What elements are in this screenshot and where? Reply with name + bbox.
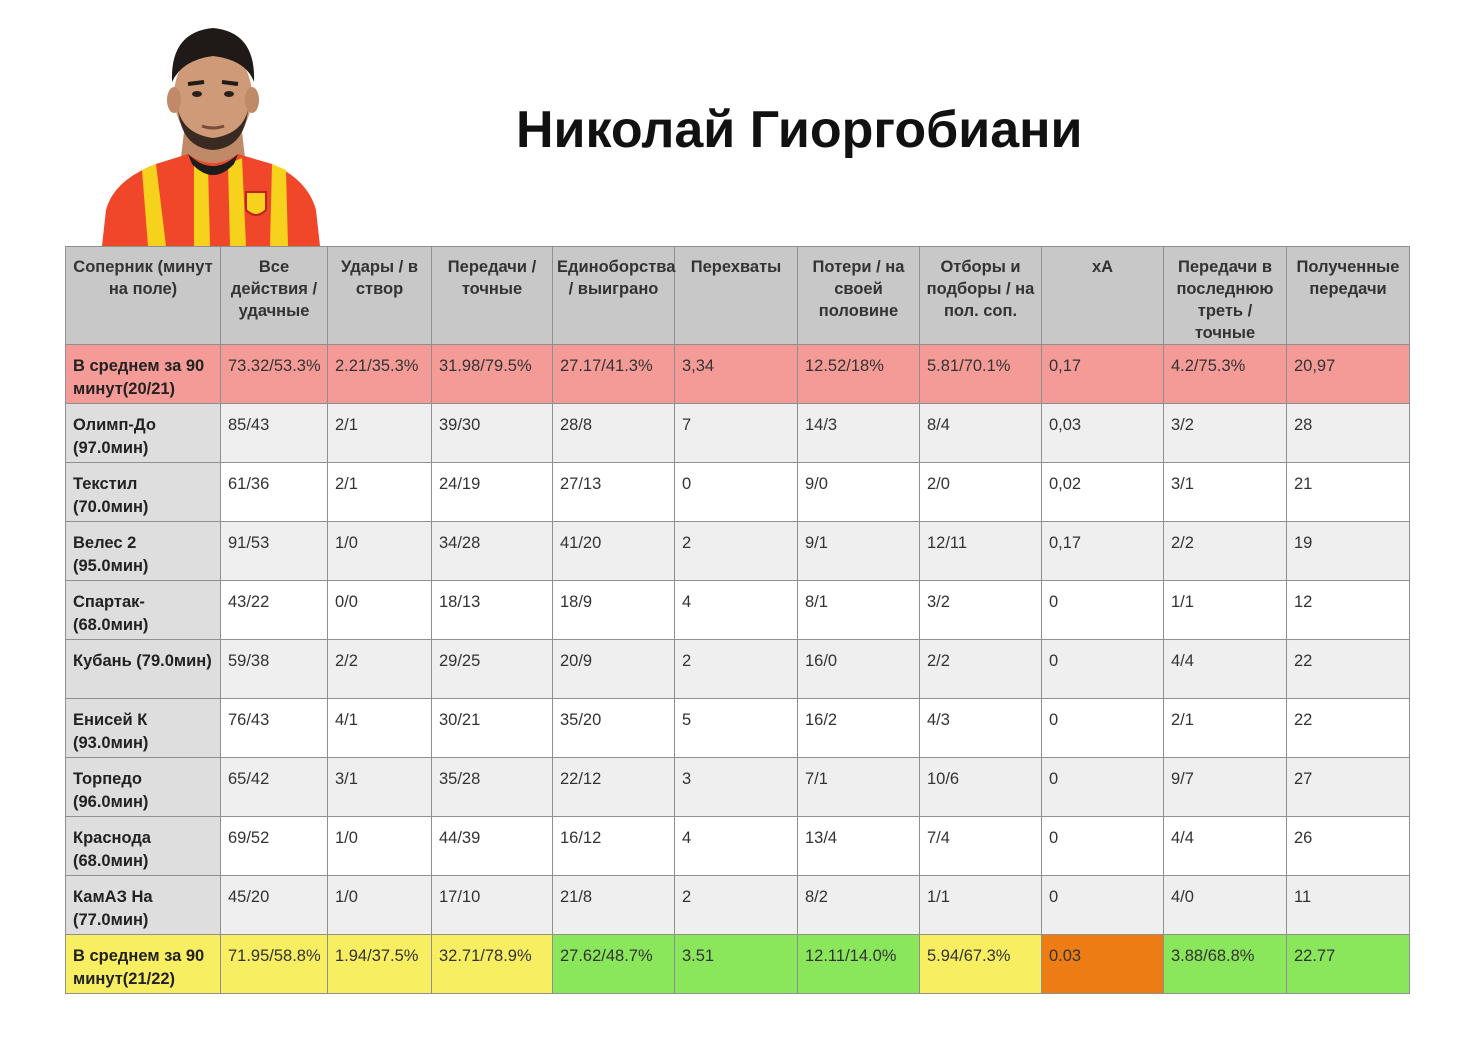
stat-cell: 7/1 [798,758,920,817]
stat-cell: 5.94/67.3% [920,935,1042,994]
header-row [66,247,1410,345]
stat-cell: 13/4 [798,817,920,876]
stat-cell: 0,17 [1042,345,1164,404]
stat-cell: 1/0 [328,817,432,876]
stat-cell: 28 [1287,404,1410,463]
column-header: Передачи в последнюю треть / точные [1164,247,1287,345]
average-row-2122 [66,935,1410,994]
average-row-2021 [66,345,1410,404]
stat-cell: 4 [675,817,798,876]
stat-cell: 4/0 [1164,876,1287,935]
stat-cell: 4/4 [1164,640,1287,699]
stat-cell: 27.62/48.7% [553,935,675,994]
stat-cell: 0,17 [1042,522,1164,581]
column-header: Соперник (минут на поле) [66,247,221,345]
column-header: Перехваты [675,247,798,345]
stat-cell: 71.95/58.8% [221,935,328,994]
match-row [66,404,1410,463]
stat-cell: 9/0 [798,463,920,522]
stat-cell: 2/2 [328,640,432,699]
match-row [66,817,1410,876]
stats-table [65,246,1410,994]
stat-cell: 2/2 [1164,522,1287,581]
stat-cell: 21 [1287,463,1410,522]
stat-cell: 20,97 [1287,345,1410,404]
match-row [66,758,1410,817]
stat-cell: 3/1 [1164,463,1287,522]
match-row [66,522,1410,581]
stat-cell: 12 [1287,581,1410,640]
stat-cell: 12.11/14.0% [798,935,920,994]
player-name: Николай Гиоргобиани [516,101,1083,159]
opponent-cell: Олимп-До (97.0мин) [66,404,221,463]
stat-cell: 12.52/18% [798,345,920,404]
opponent-cell: Текстил (70.0мин) [66,463,221,522]
stat-cell: 91/53 [221,522,328,581]
stat-cell: 76/43 [221,699,328,758]
opponent-cell: Спартак- (68.0мин) [66,581,221,640]
stat-cell: 1.94/37.5% [328,935,432,994]
stat-cell: 2/1 [328,463,432,522]
stat-cell: 2 [675,640,798,699]
stat-cell: 3 [675,758,798,817]
stat-cell: 69/52 [221,817,328,876]
stat-cell: 22.77 [1287,935,1410,994]
stat-cell: 12/11 [920,522,1042,581]
stat-cell: 65/42 [221,758,328,817]
stat-cell: 7/4 [920,817,1042,876]
stat-cell: 18/13 [432,581,553,640]
stat-cell: 0 [1042,758,1164,817]
stat-cell: 0 [1042,817,1164,876]
stat-cell: 0/0 [328,581,432,640]
stat-cell: 8/4 [920,404,1042,463]
opponent-cell: Велес 2 (95.0мин) [66,522,221,581]
opponent-cell: В среднем за 90 минут(20/21) [66,345,221,404]
stat-cell: 0 [1042,640,1164,699]
stat-cell: 41/20 [553,522,675,581]
column-header: xA [1042,247,1164,345]
stat-cell: 16/12 [553,817,675,876]
column-header: Полученные передачи [1287,247,1410,345]
stat-cell: 3.51 [675,935,798,994]
stat-cell: 9/1 [798,522,920,581]
stat-cell: 4 [675,581,798,640]
opponent-cell: Кубань (79.0мин) [66,640,221,699]
stat-cell: 1/0 [328,876,432,935]
stat-cell: 19 [1287,522,1410,581]
stat-cell: 16/2 [798,699,920,758]
stat-cell: 0 [1042,876,1164,935]
stat-cell: 0 [1042,699,1164,758]
stat-cell: 26 [1287,817,1410,876]
stat-cell: 44/39 [432,817,553,876]
stat-cell: 22 [1287,699,1410,758]
stat-cell: 22 [1287,640,1410,699]
stat-cell: 20/9 [553,640,675,699]
stat-cell: 0 [675,463,798,522]
player-photo [96,14,328,246]
match-row [66,463,1410,522]
opponent-cell: Торпедо (96.0мин) [66,758,221,817]
stat-cell: 35/20 [553,699,675,758]
stat-cell: 2.21/35.3% [328,345,432,404]
stat-cell: 3/2 [920,581,1042,640]
stat-cell: 32.71/78.9% [432,935,553,994]
stat-cell: 17/10 [432,876,553,935]
column-header: Отборы и подборы / на пол. соп. [920,247,1042,345]
stat-cell: 61/36 [221,463,328,522]
stat-cell: 9/7 [1164,758,1287,817]
stat-cell: 35/28 [432,758,553,817]
stat-cell: 24/19 [432,463,553,522]
stat-cell: 21/8 [553,876,675,935]
stat-cell: 43/22 [221,581,328,640]
stat-cell: 0,03 [1042,404,1164,463]
stat-cell: 0 [1042,581,1164,640]
column-header: Все действия / удачные [221,247,328,345]
stat-cell: 27 [1287,758,1410,817]
stat-cell: 4/3 [920,699,1042,758]
stat-cell: 0.03 [1042,935,1164,994]
stat-cell: 1/1 [920,876,1042,935]
stat-cell: 2/1 [328,404,432,463]
stat-cell: 73.32/53.3% [221,345,328,404]
stat-cell: 85/43 [221,404,328,463]
stat-cell: 5 [675,699,798,758]
stat-cell: 31.98/79.5% [432,345,553,404]
stat-cell: 34/28 [432,522,553,581]
stat-cell: 10/6 [920,758,1042,817]
stat-cell: 2/0 [920,463,1042,522]
stat-cell: 30/21 [432,699,553,758]
stat-cell: 3.88/68.8% [1164,935,1287,994]
match-row [66,640,1410,699]
opponent-cell: Краснода (68.0мин) [66,817,221,876]
match-row [66,699,1410,758]
column-header: Удары / в створ [328,247,432,345]
stat-cell: 59/38 [221,640,328,699]
stat-cell: 39/30 [432,404,553,463]
stat-cell: 2/1 [1164,699,1287,758]
stat-cell: 14/3 [798,404,920,463]
stat-cell: 3/1 [328,758,432,817]
opponent-cell: В среднем за 90 минут(21/22) [66,935,221,994]
opponent-cell: КамАЗ На (77.0мин) [66,876,221,935]
stat-cell: 45/20 [221,876,328,935]
stat-cell: 1/1 [1164,581,1287,640]
stat-cell: 5.81/70.1% [920,345,1042,404]
stat-cell: 0,02 [1042,463,1164,522]
stat-cell: 4.2/75.3% [1164,345,1287,404]
stat-cell: 1/0 [328,522,432,581]
stat-cell: 29/25 [432,640,553,699]
opponent-cell: Енисей К (93.0мин) [66,699,221,758]
stat-cell: 2 [675,522,798,581]
column-header: Потери / на своей половине [798,247,920,345]
match-row [66,876,1410,935]
stat-cell: 3,34 [675,345,798,404]
match-row [66,581,1410,640]
stat-cell: 3/2 [1164,404,1287,463]
stat-cell: 8/2 [798,876,920,935]
stat-cell: 27.17/41.3% [553,345,675,404]
stat-cell: 16/0 [798,640,920,699]
stat-cell: 28/8 [553,404,675,463]
stat-cell: 18/9 [553,581,675,640]
stat-cell: 22/12 [553,758,675,817]
stat-cell: 2/2 [920,640,1042,699]
stat-cell: 4/1 [328,699,432,758]
stat-cell: 4/4 [1164,817,1287,876]
column-header: Единоборства / выиграно [553,247,675,345]
stat-cell: 11 [1287,876,1410,935]
stat-cell: 8/1 [798,581,920,640]
stat-cell: 27/13 [553,463,675,522]
column-header: Передачи / точные [432,247,553,345]
stat-cell: 2 [675,876,798,935]
stat-cell: 7 [675,404,798,463]
